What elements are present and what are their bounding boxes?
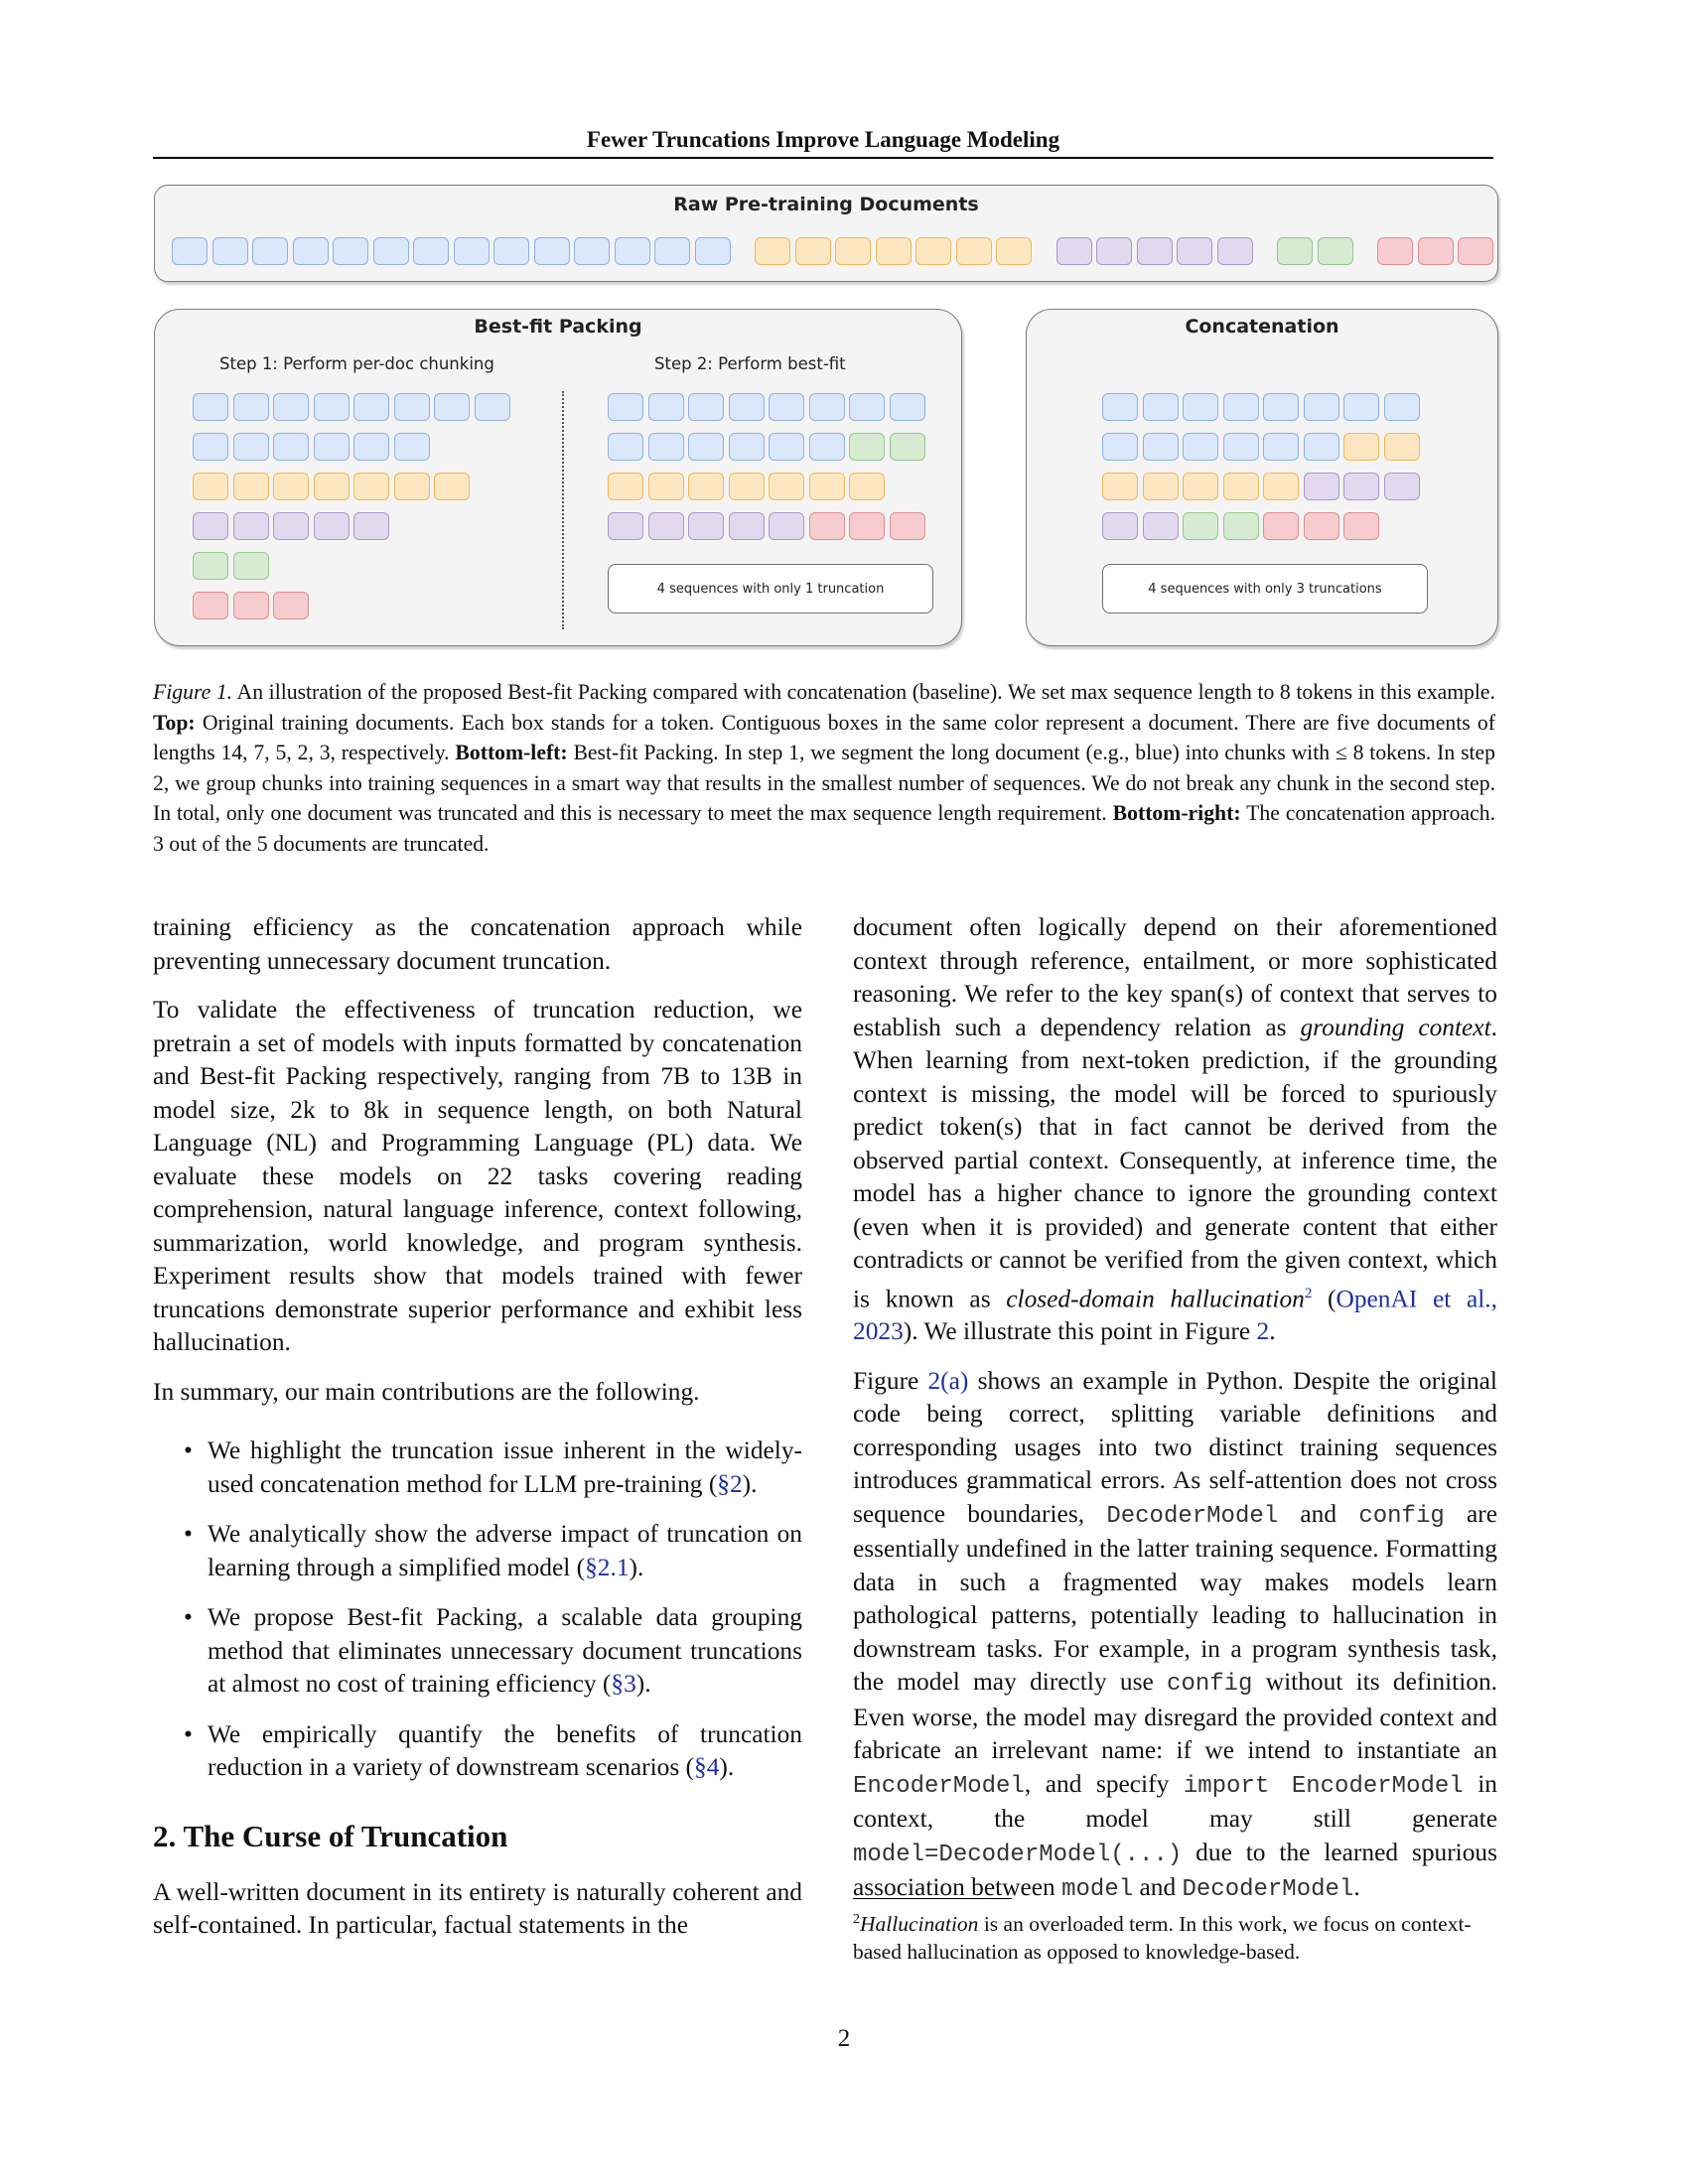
- blue-token-box: [273, 393, 309, 421]
- purple-token-box: [193, 512, 228, 540]
- text: ). We illustrate this point in Figure: [903, 1317, 1257, 1346]
- list-item: [184, 1718, 802, 1785]
- red-token-box: [849, 512, 885, 540]
- orange-token-box: [849, 473, 885, 500]
- page-number: 2: [837, 2025, 851, 2052]
- inline-code: model: [1061, 1876, 1134, 1904]
- caption-bold-top: Top:: [153, 710, 196, 735]
- purple-token-box: [1384, 473, 1420, 500]
- text: (: [1312, 1284, 1336, 1312]
- blue-token-box: [534, 237, 570, 265]
- text: .: [1353, 1873, 1360, 1902]
- blue-token-box: [615, 237, 650, 265]
- red-token-box: [273, 592, 309, 619]
- running-header: Fewer Truncations Improve Language Modeling: [153, 127, 1493, 159]
- purple-token-box: [1096, 237, 1132, 265]
- purple-token-box: [1343, 473, 1379, 500]
- orange-token-box: [648, 473, 684, 500]
- green-token-box: [1183, 512, 1218, 540]
- inline-code: model=DecoderModel(...): [853, 1841, 1183, 1868]
- paragraph: To validate the effectiveness of truncation reduction, we pretrain a set of models with inputs formatted by concatenation and Best-fit Packing respectively, ranging from 7B to 13B in model size, 2k to 8k in sequence length, on both Natural Language (NL) and Programming Language (PL) data. We evaluate these models on 22 tasks covering reading comprehension, natural language inference, context following, summarization, world knowledge, and program synthesis. Experiment results show that models trained with fewer truncations demonstrate superior performance and exhibit less hallucination.: [153, 996, 802, 1356]
- list-item: [184, 1518, 802, 1584]
- orange-token-box: [769, 473, 804, 500]
- blue-token-box: [252, 237, 288, 265]
- purple-token-box: [273, 512, 309, 540]
- purple-token-box: [648, 512, 684, 540]
- blue-token-box: [688, 433, 724, 461]
- list-item-text: ).: [629, 1553, 644, 1581]
- blue-token-box: [1223, 433, 1259, 461]
- concatenation-result-note: 4 sequences with only 3 truncations: [1102, 564, 1428, 614]
- list-item-text: ).: [719, 1753, 735, 1781]
- blue-token-box: [1263, 433, 1299, 461]
- blue-token-box: [648, 433, 684, 461]
- text: shows an example in Python. Despite the original code being correct, splitting variable definitions and corresponding usages into two distinct training sequences introduces grammatical errors. As self-attention does not cross sequence boundaries,: [853, 1366, 1497, 1528]
- blue-token-box: [1143, 433, 1179, 461]
- orange-token-box: [809, 473, 845, 500]
- blue-token-box: [608, 433, 643, 461]
- inline-code: config: [1358, 1502, 1445, 1530]
- text: due to the learned spurious association between: [853, 1838, 1497, 1902]
- blue-token-box: [890, 393, 925, 421]
- blue-token-box: [394, 433, 430, 461]
- citation-link[interactable]: OpenAI et al., 2023: [853, 1284, 1498, 1346]
- emphasis: grounding context: [1300, 1013, 1491, 1041]
- orange-token-box: [915, 237, 951, 265]
- text: document often logically depend on their aforementioned context through reference, entailment, or more sophisticated reasoning. We refer to the key span(s) of context that serves to establish such a dependency relation as: [853, 913, 1497, 1041]
- text: .: [1269, 1317, 1276, 1346]
- orange-token-box: [353, 473, 389, 500]
- footnote-rule: [853, 1898, 1012, 1899]
- caption-label: Figure 1.: [153, 680, 233, 704]
- list-item: [184, 1601, 802, 1702]
- red-token-box: [809, 512, 845, 540]
- blue-token-box: [1343, 393, 1379, 421]
- text: without its definition. Even worse, the model may disregard the provided context and fabricate an irrelevant name: if we intend to instantiate an: [853, 1668, 1497, 1765]
- blue-token-box: [769, 393, 804, 421]
- blue-token-box: [314, 393, 350, 421]
- blue-token-box: [1102, 433, 1138, 461]
- blue-token-box: [212, 237, 248, 265]
- inline-code: EncoderModel: [853, 1772, 1025, 1800]
- text: and: [1133, 1873, 1183, 1902]
- paragraph: [853, 911, 1497, 1349]
- paragraph: training efficiency as the concatenation approach while preventing unnecessary document truncation.: [153, 913, 802, 975]
- orange-token-box: [876, 237, 912, 265]
- orange-token-box: [795, 237, 831, 265]
- green-token-box: [233, 552, 269, 580]
- orange-token-box: [193, 473, 228, 500]
- red-token-box: [1458, 237, 1493, 265]
- blue-token-box: [1143, 393, 1179, 421]
- orange-token-box: [273, 473, 309, 500]
- best-fit-packing-title: Best-fit Packing: [474, 316, 642, 338]
- blue-token-box: [574, 237, 610, 265]
- contributions-list: [153, 1434, 802, 1785]
- blue-token-box: [849, 393, 885, 421]
- blue-token-box: [314, 433, 350, 461]
- blue-token-box: [648, 393, 684, 421]
- section-link[interactable]: §4: [694, 1753, 720, 1781]
- orange-token-box: [314, 473, 350, 500]
- orange-token-box: [434, 473, 470, 500]
- concatenation-panel: [1026, 309, 1498, 646]
- green-token-box: [849, 433, 885, 461]
- caption-bold-bottom-left: Bottom-left:: [455, 741, 568, 764]
- orange-token-box: [956, 237, 992, 265]
- blue-token-box: [1304, 393, 1339, 421]
- red-token-box: [1418, 237, 1454, 265]
- raw-documents-title: Raw Pre-training Documents: [673, 194, 979, 215]
- blue-token-box: [1183, 393, 1218, 421]
- orange-token-box: [835, 237, 871, 265]
- blue-token-box: [413, 237, 449, 265]
- orange-token-box: [1102, 473, 1138, 500]
- step-divider: [562, 391, 564, 629]
- orange-token-box: [729, 473, 765, 500]
- section-link[interactable]: §3: [611, 1670, 636, 1698]
- blue-token-box: [1384, 393, 1420, 421]
- caption-bold-bottom-right: Bottom-right:: [1112, 801, 1241, 825]
- bullet-icon: •: [184, 1436, 193, 1464]
- blue-token-box: [434, 393, 470, 421]
- bullet-icon: •: [184, 1719, 193, 1748]
- text: , and specify: [1024, 1769, 1184, 1798]
- blue-token-box: [809, 433, 845, 461]
- purple-token-box: [1056, 237, 1092, 265]
- list-item-text: We analytically show the adverse impact of truncation on learning through a simplified model (: [208, 1520, 802, 1581]
- caption-text: An illustration of the proposed Best-fit Packing compared with concatenation (baseline). We set max sequence length to 8 tokens in this example.: [232, 680, 1495, 704]
- footnote-number: 2: [853, 1912, 860, 1927]
- left-column: [153, 911, 802, 1959]
- orange-token-box: [1263, 473, 1299, 500]
- green-token-box: [1277, 237, 1313, 265]
- footnote-text: is an overloaded term. In this work, we focus on context-based hallucination as opposed to knowledge-based.: [853, 1912, 1472, 1965]
- footnote-marker[interactable]: 2: [1304, 1285, 1313, 1301]
- paragraph: In summary, our main contributions are the following.: [153, 1377, 700, 1406]
- red-token-box: [1304, 512, 1339, 540]
- purple-token-box: [729, 512, 765, 540]
- blue-token-box: [193, 393, 228, 421]
- blue-token-box: [608, 393, 643, 421]
- orange-token-box: [1183, 473, 1218, 500]
- best-fit-result-note: 4 sequences with only 1 truncation: [608, 564, 933, 614]
- blue-token-box: [233, 393, 269, 421]
- purple-token-box: [688, 512, 724, 540]
- section-heading: 2. The Curse of Truncation: [153, 1818, 508, 1853]
- caption-text: Best-fit Packing. In step 1, we segment the long document (e.g., blue) into chunks with ≤ 8 tokens. In step 2, we group chunks into training sequences in a smart way that results in the smallest number of sequences. We do not break any chunk in the second step. In total, only one document was truncated and this is necessary to meet the max sequence length requirement.: [153, 741, 1496, 825]
- step1-label: Step 1: Perform per-doc chunking: [219, 354, 494, 373]
- orange-token-box: [608, 473, 643, 500]
- list-item-text: ).: [742, 1469, 758, 1498]
- caption-text: The concatenation approach. 3 out of the 5 documents are truncated.: [153, 801, 1495, 856]
- blue-token-box: [729, 433, 765, 461]
- red-token-box: [1263, 512, 1299, 540]
- inline-code: import EncoderModel: [1183, 1772, 1464, 1800]
- bullet-icon: •: [184, 1603, 193, 1631]
- text: in context, the model may still generate: [853, 1769, 1497, 1834]
- section-link[interactable]: §2.1: [585, 1553, 630, 1581]
- section-link[interactable]: §2: [717, 1469, 743, 1498]
- blue-token-box: [353, 393, 389, 421]
- blue-token-box: [353, 433, 389, 461]
- green-token-box: [890, 433, 925, 461]
- blue-token-box: [193, 433, 228, 461]
- blue-token-box: [333, 237, 368, 265]
- inline-code: config: [1167, 1671, 1253, 1699]
- blue-token-box: [172, 237, 208, 265]
- purple-token-box: [233, 512, 269, 540]
- orange-token-box: [1384, 433, 1420, 461]
- purple-token-box: [314, 512, 350, 540]
- blue-token-box: [769, 433, 804, 461]
- text: and: [1278, 1499, 1359, 1528]
- red-token-box: [193, 592, 228, 619]
- orange-token-box: [233, 473, 269, 500]
- purple-token-box: [1177, 237, 1212, 265]
- red-token-box: [890, 512, 925, 540]
- text: are essentially undefined in the latter training sequence. Formatting data in such a fragmented way makes models learn pathological patterns, potentially leading to hallucination in downstream tasks. For example, in a program synthesis task, the model may directly use: [853, 1499, 1498, 1697]
- green-token-box: [1223, 512, 1259, 540]
- purple-token-box: [1143, 512, 1179, 540]
- raw-documents-panel: [154, 185, 1498, 282]
- blue-token-box: [273, 433, 309, 461]
- green-token-box: [193, 552, 228, 580]
- red-token-box: [1343, 512, 1379, 540]
- figure-link[interactable]: 2(a): [927, 1366, 969, 1395]
- orange-token-box: [394, 473, 430, 500]
- footnote: [853, 1906, 1498, 1966]
- orange-token-box: [1143, 473, 1179, 500]
- purple-token-box: [353, 512, 389, 540]
- blue-token-box: [688, 393, 724, 421]
- red-token-box: [1377, 237, 1413, 265]
- blue-token-box: [1183, 433, 1218, 461]
- text: Figure: [853, 1366, 928, 1395]
- blue-token-box: [1102, 393, 1138, 421]
- list-item-text: We empirically quantify the benefits of truncation reduction in a variety of downstream scenarios (: [208, 1719, 802, 1781]
- blue-token-box: [293, 237, 329, 265]
- blue-token-box: [1223, 393, 1259, 421]
- red-token-box: [233, 592, 269, 619]
- paragraph: [853, 1365, 1497, 1907]
- blue-token-box: [373, 237, 409, 265]
- orange-token-box: [755, 237, 790, 265]
- blue-token-box: [654, 237, 690, 265]
- list-item: [184, 1434, 802, 1501]
- list-item-text: We highlight the truncation issue inherent in the widely-used concatenation method for LLM pre-training (: [208, 1436, 802, 1498]
- blue-token-box: [454, 237, 490, 265]
- purple-token-box: [1304, 473, 1339, 500]
- orange-token-box: [1343, 433, 1379, 461]
- blue-token-box: [809, 393, 845, 421]
- purple-token-box: [1102, 512, 1138, 540]
- concatenation-title: Concatenation: [1185, 316, 1339, 338]
- purple-token-box: [769, 512, 804, 540]
- best-fit-packing-panel: [154, 309, 962, 646]
- figure-link[interactable]: 2: [1256, 1317, 1270, 1346]
- purple-token-box: [1137, 237, 1173, 265]
- paragraph: A well-written document in its entirety is naturally coherent and self-contained. In particular, factual statements in the: [153, 1877, 802, 1939]
- purple-token-box: [1217, 237, 1253, 265]
- emphasis: closed-domain hallucination: [1006, 1284, 1305, 1312]
- blue-token-box: [493, 237, 529, 265]
- orange-token-box: [1223, 473, 1259, 500]
- bullet-icon: •: [184, 1520, 193, 1548]
- inline-code: DecoderModel: [1106, 1502, 1279, 1530]
- blue-token-box: [1263, 393, 1299, 421]
- caption-text: Original training documents. Each box stands for a token. Contiguous boxes in the same color represent a document. There are five documents of lengths 14, 7, 5, 2, 3, respectively.: [153, 710, 1495, 764]
- orange-token-box: [688, 473, 724, 500]
- inline-code: DecoderModel: [1182, 1876, 1354, 1904]
- blue-token-box: [394, 393, 430, 421]
- list-item-text: ).: [635, 1670, 651, 1698]
- orange-token-box: [996, 237, 1032, 265]
- text: . When learning from next-token prediction, if the grounding context is missing, the model will be forced to spuriously predict token(s) that in fact cannot be derived from the observed partial context. Consequently, at inference time, the model has a higher chance to ignore the grounding context (even when it is provided) and generate content that either contradicts or cannot be verified from the given context, which is known as: [853, 1013, 1497, 1312]
- blue-token-box: [233, 433, 269, 461]
- figure-caption: [153, 677, 1495, 859]
- step2-label: Step 2: Perform best-fit: [654, 354, 846, 373]
- blue-token-box: [475, 393, 510, 421]
- list-item-text: We propose Best-fit Packing, a scalable data grouping method that eliminates unnecessary document truncations at almost no cost of training efficiency (: [208, 1603, 802, 1698]
- blue-token-box: [729, 393, 765, 421]
- footnote-term: Hallucination: [860, 1912, 979, 1937]
- right-column: [853, 911, 1497, 1923]
- blue-token-box: [695, 237, 731, 265]
- purple-token-box: [608, 512, 643, 540]
- green-token-box: [1318, 237, 1353, 265]
- blue-token-box: [1304, 433, 1339, 461]
